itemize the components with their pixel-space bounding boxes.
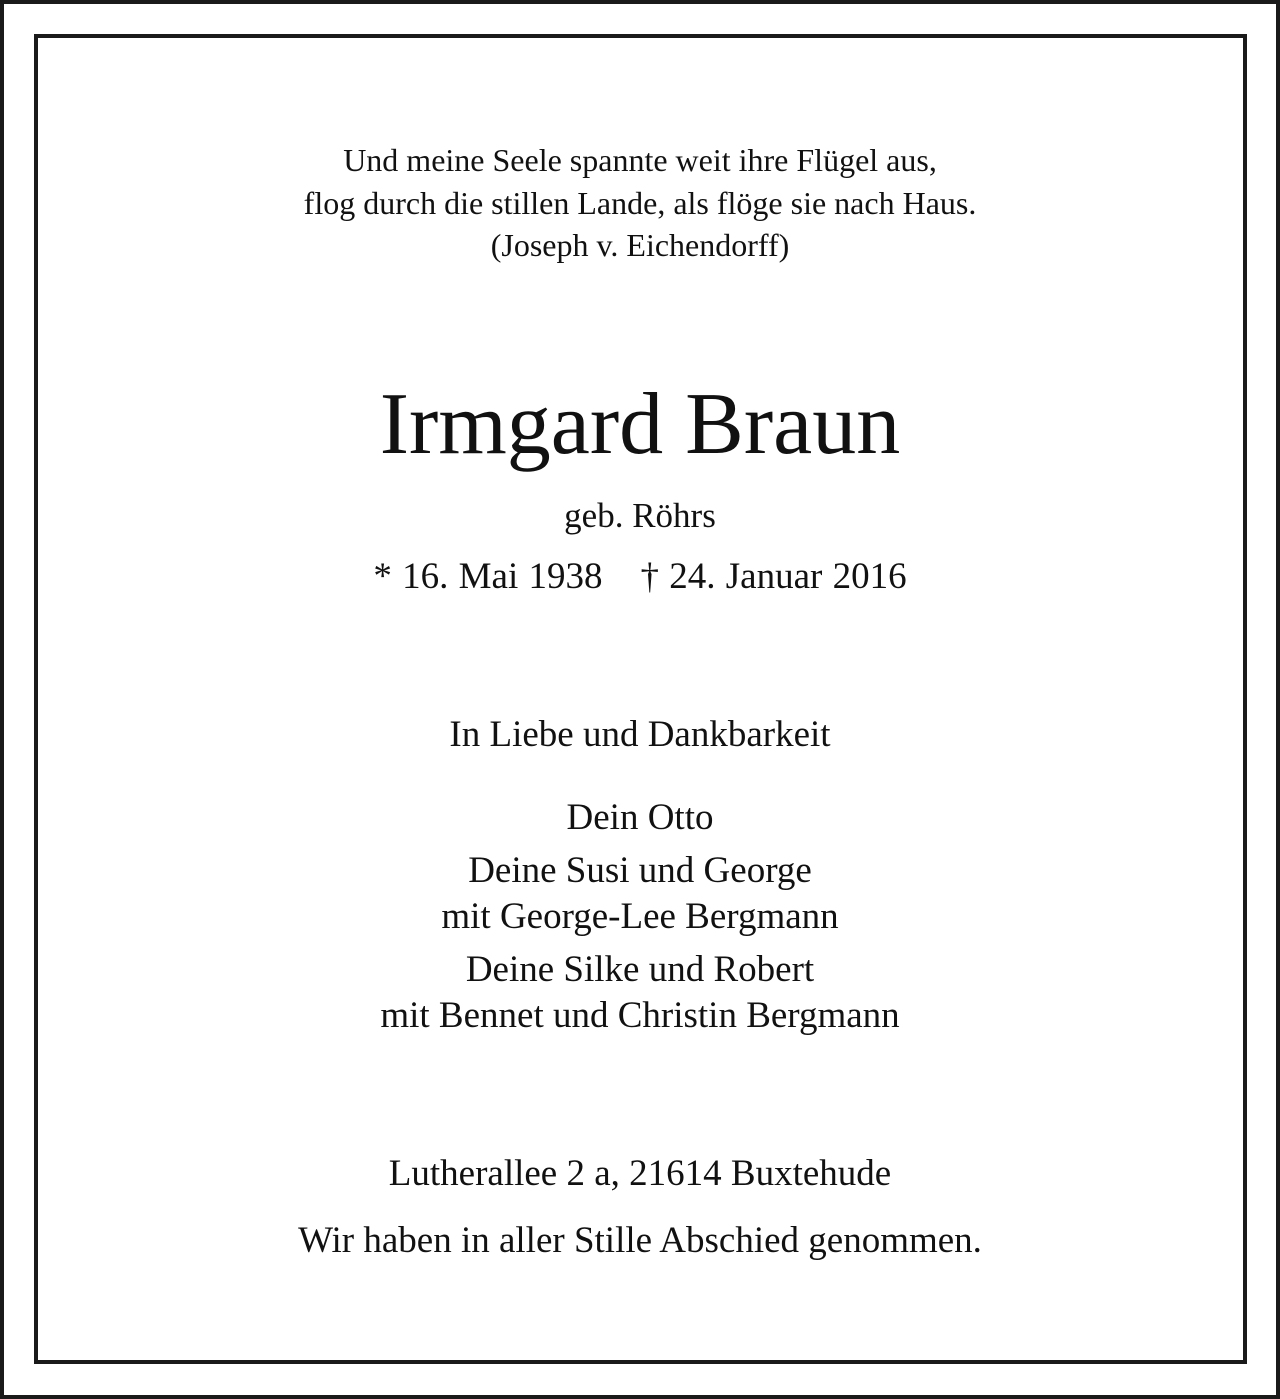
mourner-line: Deine Silke und Robert [465,949,815,990]
quote-attribution: (Joseph v. Eichendorff) [490,227,790,263]
life-dates [0,558,1280,595]
death-date: † 24. Januar 2016 [640,556,907,597]
quote-line-2: flog durch die stillen Lande, als flöge sie nach Haus. [303,185,977,221]
quote-line-1: Und meine Seele spannte weit ihre Flügel aus, [343,142,937,178]
mourner-line: Dein Otto [566,797,714,838]
deceased-name: Irmgard Braun [379,376,901,473]
mourner-line: mit George-Lee Bergmann [441,896,839,937]
mourner-line: Deine Susi und George [468,850,812,891]
maiden-name: geb. Röhrs [564,496,716,535]
mourner-line: mit Bennet und Christin Bergmann [380,995,900,1036]
dedication: In Liebe und Dankbarkeit [449,714,831,755]
closing-statement: Wir haben in aller Stille Abschied genommen. [298,1220,982,1261]
birth-date: * 16. Mai 1938 [373,556,603,597]
address: Lutherallee 2 a, 21614 Buxtehude [388,1153,892,1194]
